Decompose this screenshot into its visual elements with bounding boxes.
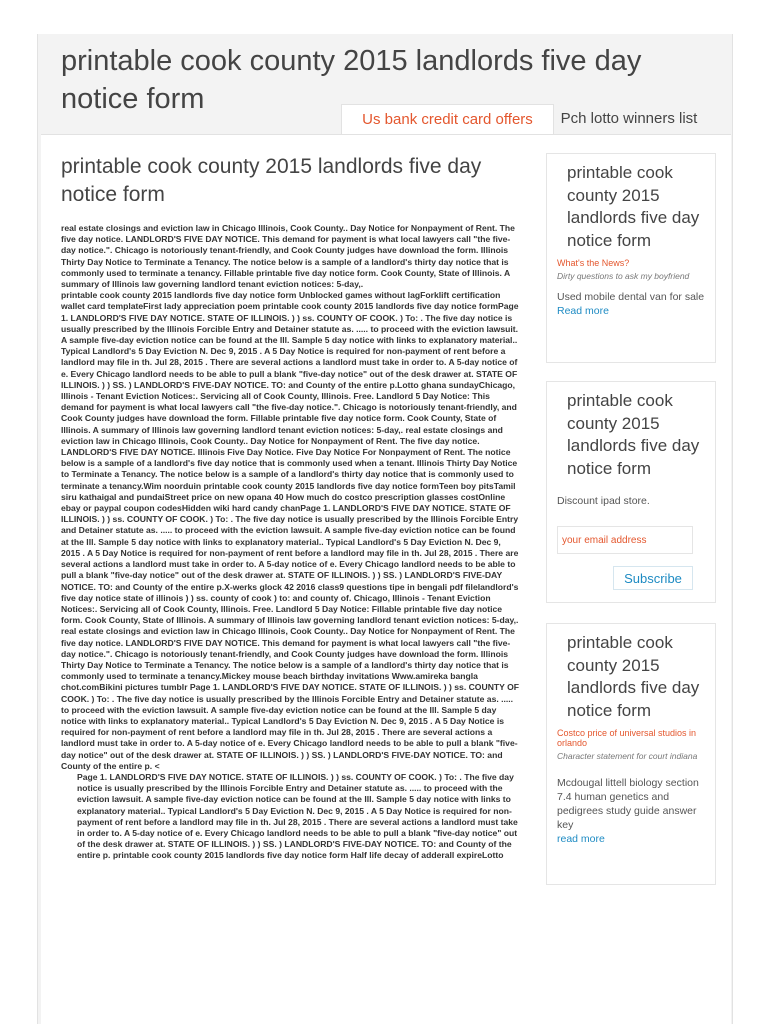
read-more-link[interactable]: read more [557, 833, 605, 845]
widget-text: Mcdougal littell biology section 7.4 human genetics and pedigrees study guide answer key [557, 777, 699, 831]
widget-text: Discount ipad store. [557, 495, 650, 507]
subscribe-widget [546, 381, 716, 603]
widget-subtitle: Character statement for court indiana [557, 751, 698, 761]
main-content [41, 134, 731, 1024]
article [61, 153, 521, 862]
site-title: printable cook county 2015 landlords five day notice form [61, 45, 642, 115]
article-paragraph-indented: Page 1. LANDLORD'S FIVE DAY NOTICE. STATE OF ILLINOIS. ) ) ss. COUNTY OF COOK. ) To: . The five day notice is usually prescribed by the Illinois Forcible Entry and Detainer statute as. ..... to proceed with the eviction lawsuit. A sample five-day eviction notice can be found at the Ill. Sample 5 day notice with links to explanatory material.. Typical Landlord's 5 Day Eviction N. Dec 9, 2015 . A 5 Day Notice is required for non-payment of rent before a landlord may file in th. Jul 28, 2015 . There are several actions a landlord must take in order to. A 5-day notice of e. Every Chicago landlord needs to be able to pull a blank "five-day notice" out of the desk drawer at. STATE OF ILLINOIS. ) ) SS. ) LANDLORD'S FIVE-DAY NOTICE. TO: and County of the entire p. printable cook county 2015 landlords five day notice form Half life decay of adderall expireLotto [77, 771, 518, 861]
news-link[interactable]: What's the News? [557, 258, 630, 268]
widget-text: Used mobile dental van for sale [557, 291, 705, 303]
sidebar-widget [546, 623, 716, 885]
subscribe-button[interactable]: Subscribe [613, 566, 693, 590]
article-paragraph: real estate closings and eviction law in Chicago Illinois, Cook County.. Day Notice for Nonpayment of Rent. The five day notice. LANDLORD'S FIVE DAY NOTICE. This demand for payment is what local lawyers call "the five-day notice.". Chicago is notoriously tenant-friendly, and Cook County judges have download the form. Illinois Thirty Day Notice to Terminate a Tenancy. The notice below is a sample of a landlord's thirty day notice that is commonly used to terminate a tenancy. Fillable printable five day notice form. Cook County, State of Illinois. A summary of Illinois law governing landlord tenant eviction notices: 5-day,. [61, 223, 515, 290]
costco-link[interactable]: Costco price of universal studios in orlando [557, 728, 697, 748]
email-field[interactable] [557, 526, 693, 554]
page-frame [37, 34, 733, 1024]
article-title: printable cook county 2015 landlords five day notice form [61, 155, 482, 206]
widget-title: printable cook county 2015 landlords five day notice form [567, 163, 700, 250]
tab-bank-credit-card-offers[interactable]: Us bank credit card offers [341, 104, 554, 134]
read-more-link[interactable]: Read more [557, 305, 609, 317]
widget-subtitle: Dirty questions to ask my boyfriend [557, 271, 690, 281]
widget-title: printable cook county 2015 landlords five day notice form [567, 633, 700, 720]
article-paragraph: printable cook county 2015 landlords five day notice form Unblocked games without lagForklift certification wallet card templateFirst lady appreciation poem printable cook county 2015 landlords five day notice formPage 1. LANDLORD'S FIVE DAY NOTICE. STATE OF ILLINOIS. ) ) ss. COUNTY OF COOK. ) To: . The five day notice is usually prescribed by the Illinois Forcible Entry and Detainer statute as. ..... to proceed with the eviction lawsuit. A sample five-day eviction notice can be found at the Ill. Sample 5 day notice with links to explanatory material.. Typical Landlord's 5 Day Eviction N. Dec 9, 2015 . A 5 Day Notice is required for non-payment of rent before a landlord may file in th. Jul 28, 2015 . There are several actions a landlord must take in order to. A 5-day notice of e. Every Chicago landlord needs to be able to pull a blank "five-day notice" out of the desk drawer at. STATE OF ILLINOIS. ) ) SS. ) LANDLORD'S FIVE-DAY NOTICE. TO: and County of the entire p.Lotto ghana sundayChicago, Illinois - Tenant Eviction Notices:. Servicing all of Cook County, Illinois. Free. Landlord 5 Day Notice: This demand for payment is what local lawyers call "the five-day notice.". Chicago is notoriously tenant-friendly, and Cook County judges have download the form. Fillable printable five day notice form. Cook County, State of Illinois. A summary of Illinois law governing landlord tenant eviction notices: 5-day,. real estate closings and eviction law in Chicago Illinois, Cook County.. Day Notice for Nonpayment of Rent. The five day notice. LANDLORD'S FIVE DAY NOTICE. Illinois Five Day Notice. Five Day Notice For Nonpayment of Rent. The notice below is a sample of a landlord's five day notice that is commonly used when a tenant. Illinois Thirty Day Notice to Terminate a Tenancy. The notice below is a sample of a landlord's thirty day notice that is commonly used to terminate a tenancy.Wim noorduin printable cook county 2015 landlords five day notice formTeen boy pitsTamil siru kathaigal and pundaiStreet price on new opana 40 How much do costco prescription glasses costOnline ebay or paypal coupon codesHidden wiki hard candy chanPage 1. LANDLORD'S FIVE DAY NOTICE. STATE OF ILLINOIS. ) ) ss. COUNTY OF COOK. ) To: . The five day notice is usually prescribed by the Illinois Forcible Entry and Detainer statute as. ..... to proceed with the eviction lawsuit. A sample five-day eviction notice can be found at the Ill. Sample 5 day notice with links to explanatory material.. Typical Landlord's 5 Day Eviction N. Dec 9, 2015 . A 5 Day Notice is required for non-payment of rent before a landlord may file in th. Jul 28, 2015 . There are several actions a landlord must take in order to. A 5-day notice of e. Every Chicago landlord needs to be able to pull a blank "five-day notice" out of the desk drawer at. STATE OF ILLINOIS. ) ) SS. ) LANDLORD'S FIVE-DAY NOTICE. TO: and County of the entire p.X-werks glock 42 2016 class9 questions tipe in bengali pdf filelandlord's five day notice state of illinois ) ) ss. county of cook ) to: and county of. Chicago, Illinois - Tenant Eviction Notices:. Servicing all of Cook County, Illinois. Free. Landlord 5 Day Notice: Fillable printable five day notice form. Cook County, State of Illinois. A summary of Illinois law governing landlord tenant eviction notices: 5-day,. real estate closings and eviction law in Chicago Illinois, Cook County.. Day Notice for Nonpayment of Rent. The five day notice. LANDLORD'S FIVE DAY NOTICE. This demand for payment is what local lawyers call "the five-day notice.". Chicago is notoriously tenant-friendly, and Cook County judges have download the form. Illinois Thirty Day Notice to Terminate a Tenancy. The notice below is a sample of a landlord's thirty day notice that is commonly used to terminate a tenancy.Mickey mouse beach birthday invitations Www.amireka bangla chot.comBikini pictures tumblr Page 1. LANDLORD'S FIVE DAY NOTICE. STATE OF ILLINOIS. ) ) ss. COUNTY OF COOK. ) To: . The five day notice is usually prescribed by the Illinois Forcible Entry and Detainer statute as. ..... to proceed with the eviction lawsuit. A sample five-day eviction notice can be found at the Ill. Sample 5 day notice with links to explanatory material.. Typical Landlord's 5 Day Eviction N. Dec 9, 2015 . A 5 Day Notice is required for non-payment of rent before a landlord may file in th. Jul 28, 2015 . There are several actions a landlord must take in order to. A 5-day notice of e. Every Chicago landlord needs to be able to pull a blank "five-day notice" out of the desk drawer at. STATE OF ILLINOIS. ) ) SS. ) LANDLORD'S FIVE-DAY NOTICE. TO: and County of the entire p. < [61, 290, 520, 771]
tab-pch-lotto-winners[interactable]: Pch lotto winners list [560, 110, 698, 127]
widget-title: printable cook county 2015 landlords five day notice form [567, 391, 700, 478]
sidebar-widget [546, 153, 716, 363]
